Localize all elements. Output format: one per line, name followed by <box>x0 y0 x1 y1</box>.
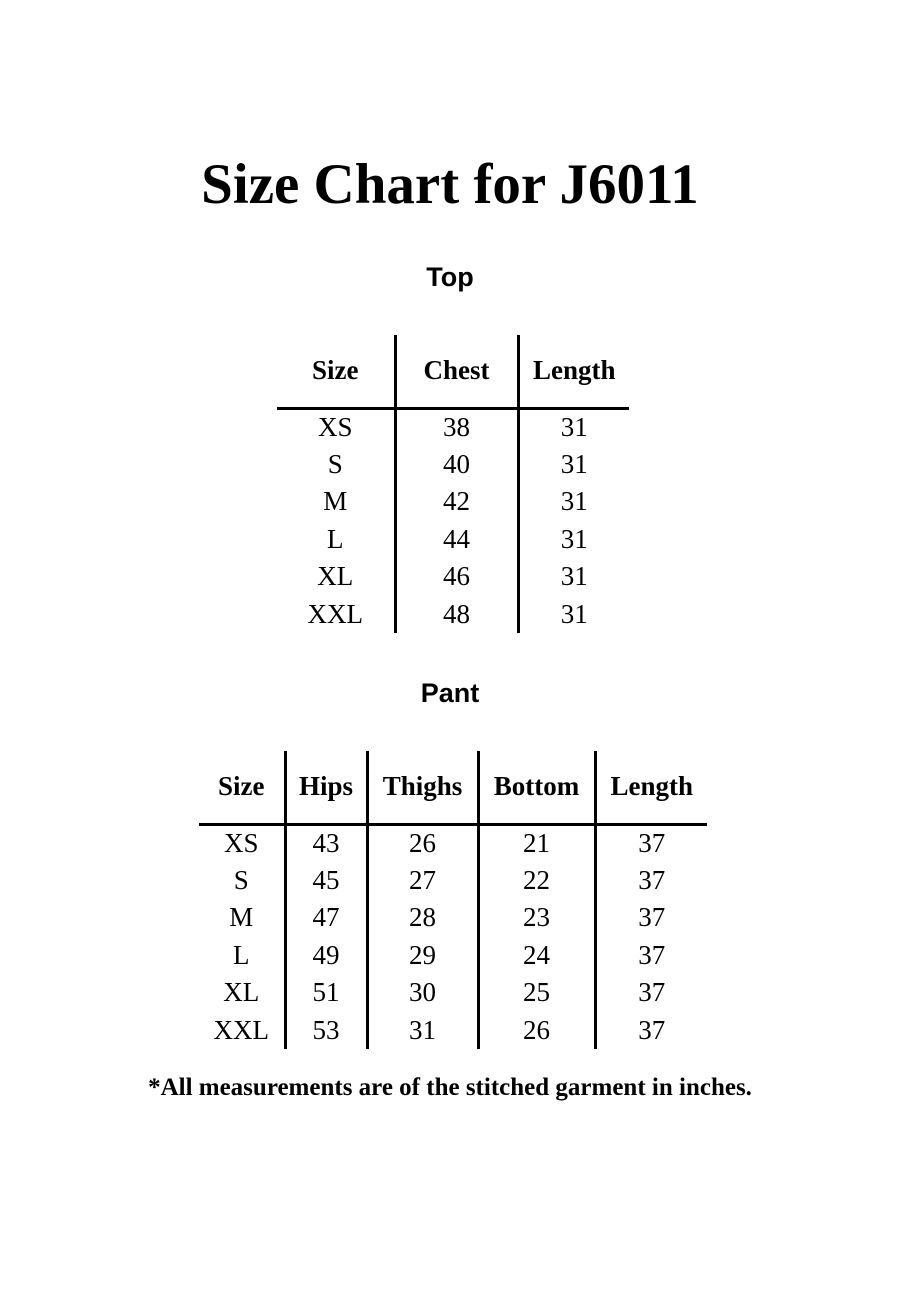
table-cell: 29 <box>367 937 478 975</box>
table-cell: 28 <box>367 899 478 937</box>
table-cell: 48 <box>395 596 518 634</box>
column-header-thighs: Thighs <box>367 751 478 824</box>
table-cell: 43 <box>285 824 367 862</box>
top-size-table <box>277 335 629 633</box>
table-cell: 26 <box>367 824 478 862</box>
table-cell: XL <box>317 561 354 592</box>
table-cell: 22 <box>478 862 595 900</box>
table-cell: 42 <box>395 483 518 521</box>
table-row <box>277 558 629 596</box>
column-header-length: Length <box>518 335 629 408</box>
table-header-row <box>277 335 629 408</box>
measurement-footnote: *All measurements are of the stitched garment in inches. <box>148 1074 752 1101</box>
column-header-bottom: Bottom <box>478 751 595 824</box>
table-cell: 37 <box>595 1012 707 1050</box>
table-header-row <box>199 751 707 824</box>
table-cell: 21 <box>478 824 595 862</box>
table-cell: 40 <box>395 446 518 484</box>
column-header-chest: Chest <box>395 335 518 408</box>
top-section-title: Top <box>426 262 474 292</box>
table-cell: 37 <box>595 862 707 900</box>
column-header-hips: Hips <box>285 751 367 824</box>
table-cell: 24 <box>478 937 595 975</box>
table-cell: 37 <box>595 899 707 937</box>
table-cell: 31 <box>518 483 629 521</box>
table-cell: 31 <box>518 521 629 559</box>
table-cell: 46 <box>395 558 518 596</box>
column-header-size: Size <box>277 335 395 408</box>
table-cell: XL <box>223 977 260 1008</box>
page-title: Size Chart for J6011 <box>201 153 699 216</box>
table-row <box>277 446 629 484</box>
table-cell: 31 <box>518 408 629 446</box>
column-header-size: Size <box>199 751 285 824</box>
table-cell: S <box>327 448 343 479</box>
table-row <box>199 899 707 937</box>
table-cell: L <box>327 523 344 554</box>
table-cell: 27 <box>367 862 478 900</box>
table-row <box>199 974 707 1012</box>
table-cell: 23 <box>478 899 595 937</box>
table-cell: 49 <box>285 937 367 975</box>
table-cell: 25 <box>478 974 595 1012</box>
table-cell: 31 <box>518 446 629 484</box>
table-cell: XXL <box>213 1014 269 1045</box>
table-cell: 26 <box>478 1012 595 1050</box>
table-cell: M <box>323 486 348 517</box>
table-cell: XXL <box>307 598 363 629</box>
table-row <box>277 521 629 559</box>
table-cell: 45 <box>285 862 367 900</box>
table-cell: 38 <box>395 408 518 446</box>
table-cell: 51 <box>285 974 367 1012</box>
table-row <box>277 483 629 521</box>
table-cell: 31 <box>518 558 629 596</box>
table-row <box>199 824 707 862</box>
table-cell: 47 <box>285 899 367 937</box>
table-cell: M <box>229 902 254 933</box>
table-cell: L <box>233 939 250 970</box>
table-row <box>199 937 707 975</box>
table-cell: 44 <box>395 521 518 559</box>
table-row <box>277 408 629 446</box>
table-cell: 30 <box>367 974 478 1012</box>
table-row <box>199 1012 707 1050</box>
pant-size-table <box>199 751 707 1049</box>
table-cell: XS <box>223 828 259 858</box>
table-cell: S <box>233 864 249 895</box>
table-cell: 37 <box>595 824 707 862</box>
table-cell: 31 <box>367 1012 478 1050</box>
pant-section-title: Pant <box>420 678 480 708</box>
table-cell: 37 <box>595 937 707 975</box>
table-cell: XS <box>317 412 353 442</box>
column-header-length: Length <box>595 751 707 824</box>
table-row <box>199 862 707 900</box>
table-cell: 37 <box>595 974 707 1012</box>
table-cell: 53 <box>285 1012 367 1050</box>
table-cell: 31 <box>518 596 629 634</box>
table-row <box>277 596 629 634</box>
